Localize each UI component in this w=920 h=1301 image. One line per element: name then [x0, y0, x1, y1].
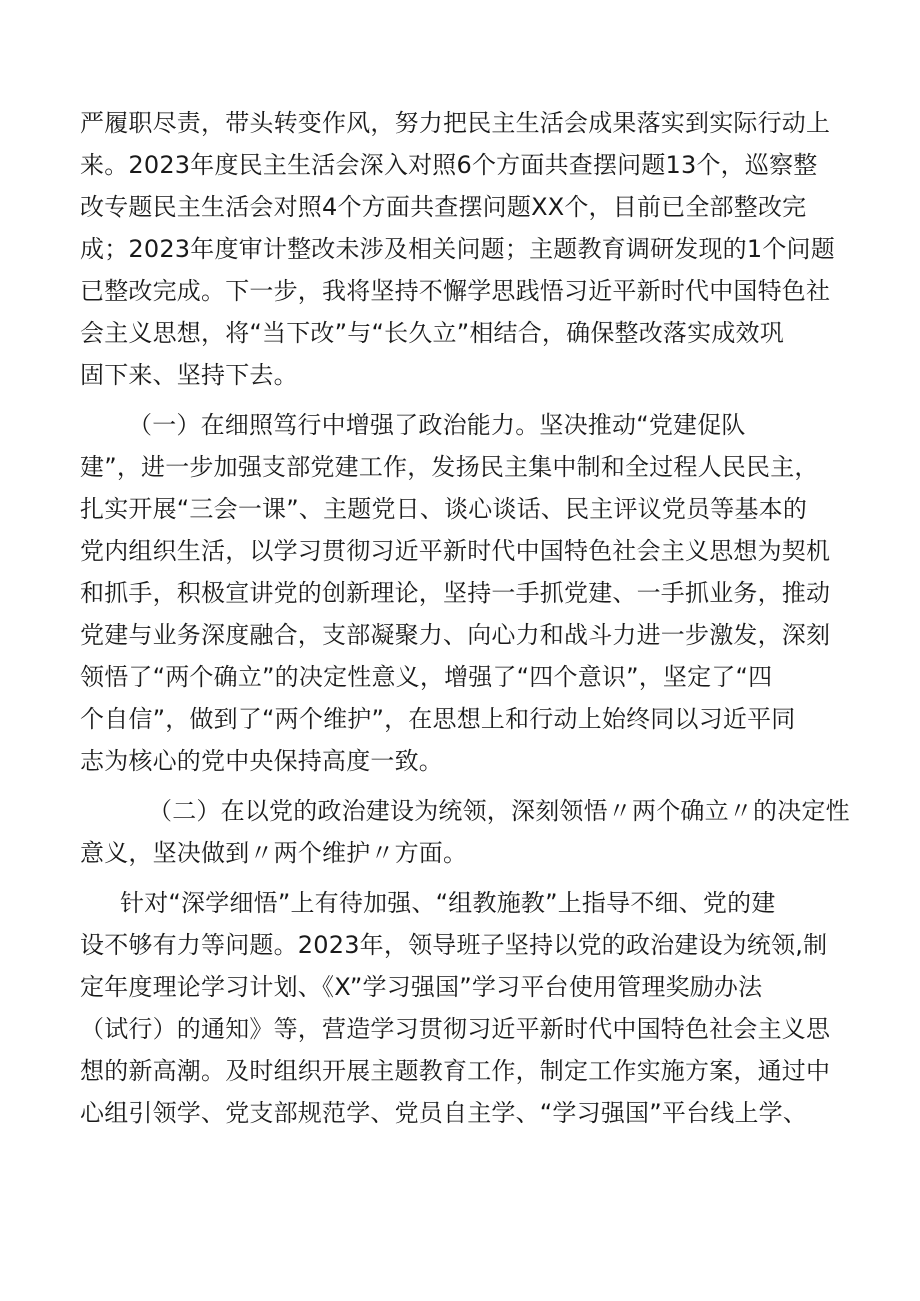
text-line: 意义，坚决做到〃两个维护〃方面。 — [80, 839, 468, 867]
paragraph-gap — [80, 874, 852, 882]
text-line: 成；2023年度审计整改未涉及相关问题；主题教育调研发现的1个问题 — [80, 235, 835, 263]
text-line: 扎实开展“三会一课”、主题党日、谈心谈话、民主评议党员等基本的 — [80, 495, 808, 523]
text-line: 个自信”，做到了“两个维护”，在思想上和行动上始终同以习近平同 — [80, 705, 796, 733]
text-line: 心组引领学、党支部规范学、党员自主学、“学习强国”平台线上学、 — [80, 1099, 808, 1127]
text-line: 来。2023年度民主生活会深入对照6个方面共查摆问题13个，巡察整 — [80, 151, 818, 179]
text-line: 和抓手，积极宣讲党的创新理论，坚持一手抓党建、一手抓业务，推动 — [80, 579, 831, 607]
text-line: 想的新高潮。及时组织开展主题教育工作，制定工作实施方案，通过中 — [80, 1057, 831, 1085]
text-line: 志为核心的党中央保持高度一致。 — [80, 747, 443, 775]
paragraph-gap — [80, 782, 852, 790]
paragraph-start: 针对“深学细悟”上有待加强、“组教施教”上指导不细、党的建 — [120, 889, 776, 917]
text-line: 已整改完成。下一步，我将坚持不懈学思践悟习近平新时代中国特色社 — [80, 277, 831, 305]
text-line: 党内组织生活，以学习贯彻习近平新时代中国特色社会主义思想为契机 — [80, 537, 831, 565]
text-line: 改专题民主生活会对照4个方面共查摆问题XX个，目前已全部整改完 — [80, 193, 807, 221]
section-heading-2: （二）在以党的政治建设为统领，深刻领悟〃两个确立〃的决定性 — [148, 797, 850, 825]
text-line: 领悟了“两个确立”的决定性意义，增强了“四个意识”，坚定了“四 — [80, 663, 773, 691]
section-heading-1: （一）在细照笃行中增强了政治能力。坚决推动“党建促队 — [128, 411, 746, 439]
text-line: 党建与业务深度融合，支部凝聚力、向心力和战斗力进一步激发，深刻 — [80, 621, 831, 649]
text-line: 定年度理论学习计划、《X”学习强国”学习平台使用管理奖励办法 — [80, 973, 763, 1001]
text-line: 建”，进一步加强支部党建工作，发扬民主集中制和全过程人民民主， — [80, 453, 819, 481]
text-line: 固下来、坚持下去。 — [80, 361, 298, 389]
text-line: 会主义思想，将“当下改”与“长久立”相结合，确保整改落实成效巩 — [80, 319, 784, 347]
text-line: 设不够有力等问题。2023年，领导班子坚持以党的政治建设为统领,制 — [80, 931, 828, 959]
document-body — [80, 102, 852, 1134]
text-line: 严履职尽责，带头转变作风，努力把民主生活会成果落实到实际行动上 — [80, 109, 831, 137]
paragraph-gap — [80, 396, 852, 404]
text-line: （试行）的通知》等，营造学习贯彻习近平新时代中国特色社会主义思 — [80, 1015, 831, 1043]
